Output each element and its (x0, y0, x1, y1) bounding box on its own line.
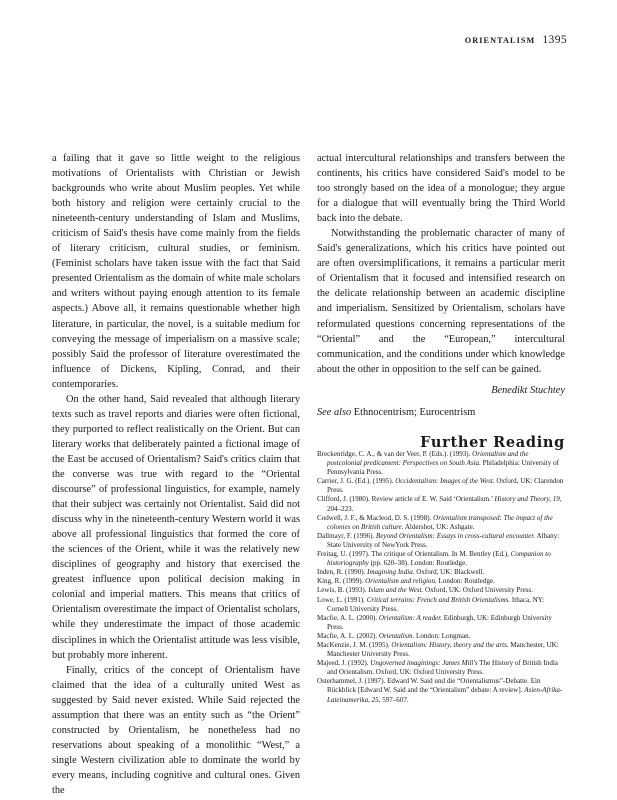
paragraph: Finally, critics of the concept of Orientalism have claimed that the idea of a culturally united West as suggested by Said never existed. While Said rejected the assumption that there was an entity such as “the Orient” constructed by Orientalism, he nonetheless had no reservations about speaking of a monolithic “West,” a single Western civilization able to dominate the world by every means, including cognitive and cultural ones. Given the (52, 664, 300, 796)
running-title: ORIENTALISM (464, 36, 536, 45)
reference-item: Lowe, L. (1991). Critical terrains: French and British Orientalisms. Ithaca, NY: Cornell University Press. (317, 595, 545, 613)
paragraph: On the other hand, Said revealed that although literary texts such as travel reports and diaries were often fictional, they purported to reflect realistically on the Orient. But can literary works that deliberately painted a fictional image of the East be accused of Orientalism? Said's critics claim that the converse was true with regard to the “Oriental discourse” of professional linguistics, for example, namely that their subject was certainly not Orientalist. Said did not discuss why in the nineteenth-century Western world it was above all professional linguistics that formed the core of the sciences of the Orient, while it was the relatively new disciplines of geography and history that exercised the greatest influence upon political decision making in colonial and imperial matters. This means that critics of Orientalism overestimate the impact of Orientalist scholars, while they underestimate the impact of those academic disciplines in which the Orientalist attitude was less visible, but probably more inherent. (52, 393, 300, 661)
reference-item: Codwell, J. F., & Macleod, D. S. (1998). Orientalism transposed: The impact of the colonies on British culture. Aldershot, UK: Ashgate. (317, 513, 553, 531)
reference-item: Clifford, J. (1980). Review article of E. W. Said ‘Orientalism.’ History and Theory, 19, 204–223. (317, 495, 562, 513)
further-reading-heading: Further Reading (420, 434, 565, 451)
reference-item: Inden, R. (1990). Imagining India. Oxford, UK: Blackwell. (317, 568, 485, 577)
reference-item: King, R. (1999). Orientalism and religion. London: Routledge. (317, 577, 495, 586)
right-column (317, 151, 565, 420)
reference-item: Carrier, J. G. (Ed.). (1995). Occidentalism: Images of the West. Oxford, UK: Clarendon Press. (317, 477, 564, 495)
see-also-label: See also (317, 406, 352, 418)
see-also-entries: Ethnocentrism; Eurocentrism (351, 406, 476, 418)
reference-item: Macfie, A. L. (2000). Orientalism: A reader. Edinburgh, UK: Edinburgh University Press. (317, 613, 552, 631)
reference-item: Macfie, A. L. (2002). Orientalism. London: Longman. (317, 631, 471, 640)
reference-list (317, 450, 565, 705)
paragraph: a failing that it gave so little weight to the religious motivations of Orientalists with Christian or Jewish backgrounds who write about Muslim peoples. Yet while both history and religion were certainly crucial to the nineteenth-century understanding of Islam and Muslims, criticism of Said's thesis have come mainly from the fields of literary criticism, cultural studies, or feminism. (Feminist scholars have taken issue with the fact that Said presented Orientalism as the domain of white male scholars and writers without paying enough attention to its female aspects.) Above all, it remains questionable whether high literature, in particular, the novel, is a suitable medium for conveying the message of imperialism on a massive scale; possibly Said the professor of literature overestimated the influence of Dickens, Kipling, Conrad, and their contemporaries. (52, 153, 300, 390)
reference-item: Freitag, U. (1997). The critique of Orientalism. In M. Bentley (Ed.), Companion to historiography (pp. 620–38). London: Routledge. (317, 550, 551, 568)
reference-item: Osterhammel, J. (1997). Edward W. Said und die “Orientalismus”-Debatte. Ein Rückblick [Edward W. Said and the “Orientalism” debate: A review]. Asien-Afrika-Lateinamerika, 25, 597–607. (317, 677, 563, 704)
see-also (317, 405, 565, 420)
page-number: 1395 (542, 34, 567, 46)
paragraph: Notwithstanding the problematic character of many of Said's generalizations, which his critics have pointed out are often oversimplifications, it remains a particular merit of Orientalism that it focused and intensified research on the delicate relationship between an academic discipline and imperialism. Sensitized by Orientalism, scholars have reformulated questions concerning representations of the “Oriental” and the “European,” intercultural communication, and the conditions under which knowledge about the other in opposition to the self can be gained. (317, 228, 565, 375)
author-signature: Benedikt Stuchtey (491, 384, 565, 396)
running-head (450, 34, 567, 46)
reference-item: Majeed, J. (1992). Ungoverned imaginings: James Mill's The History of British India and Orientalism. Oxford, UK: Oxford University Press. (317, 659, 558, 677)
reference-item: Lewis, B. (1993). Islam and the West. Oxford, UK: Oxford University Press. (317, 586, 534, 595)
left-column (52, 151, 300, 798)
reference-item: Dallmayr, F. (1996). Beyond Orientalism: Essays in cross-cultural encounter. Albany: State University of NewYork Press. (317, 531, 560, 549)
paragraph: actual intercultural relationships and transfers between the continents, his critics have considered Said's model to be too strongly based on the idea of a monologue; they argue for a dialogue that will eventually bring the Third World back into the debate. (317, 153, 565, 225)
reference-item: Breckenridge, C. A., & van der Veer, P. (Eds.). (1993). Orientalism and the postcolonial predicament: Perspectives on South Asia. Philadelphia: University of Pennsylvania Press. (317, 450, 559, 477)
reference-item: MacKenzie, J. M. (1995). Orientalism: History, theory and the arts. Manchester, UK: Manchester University Press. (317, 640, 559, 659)
